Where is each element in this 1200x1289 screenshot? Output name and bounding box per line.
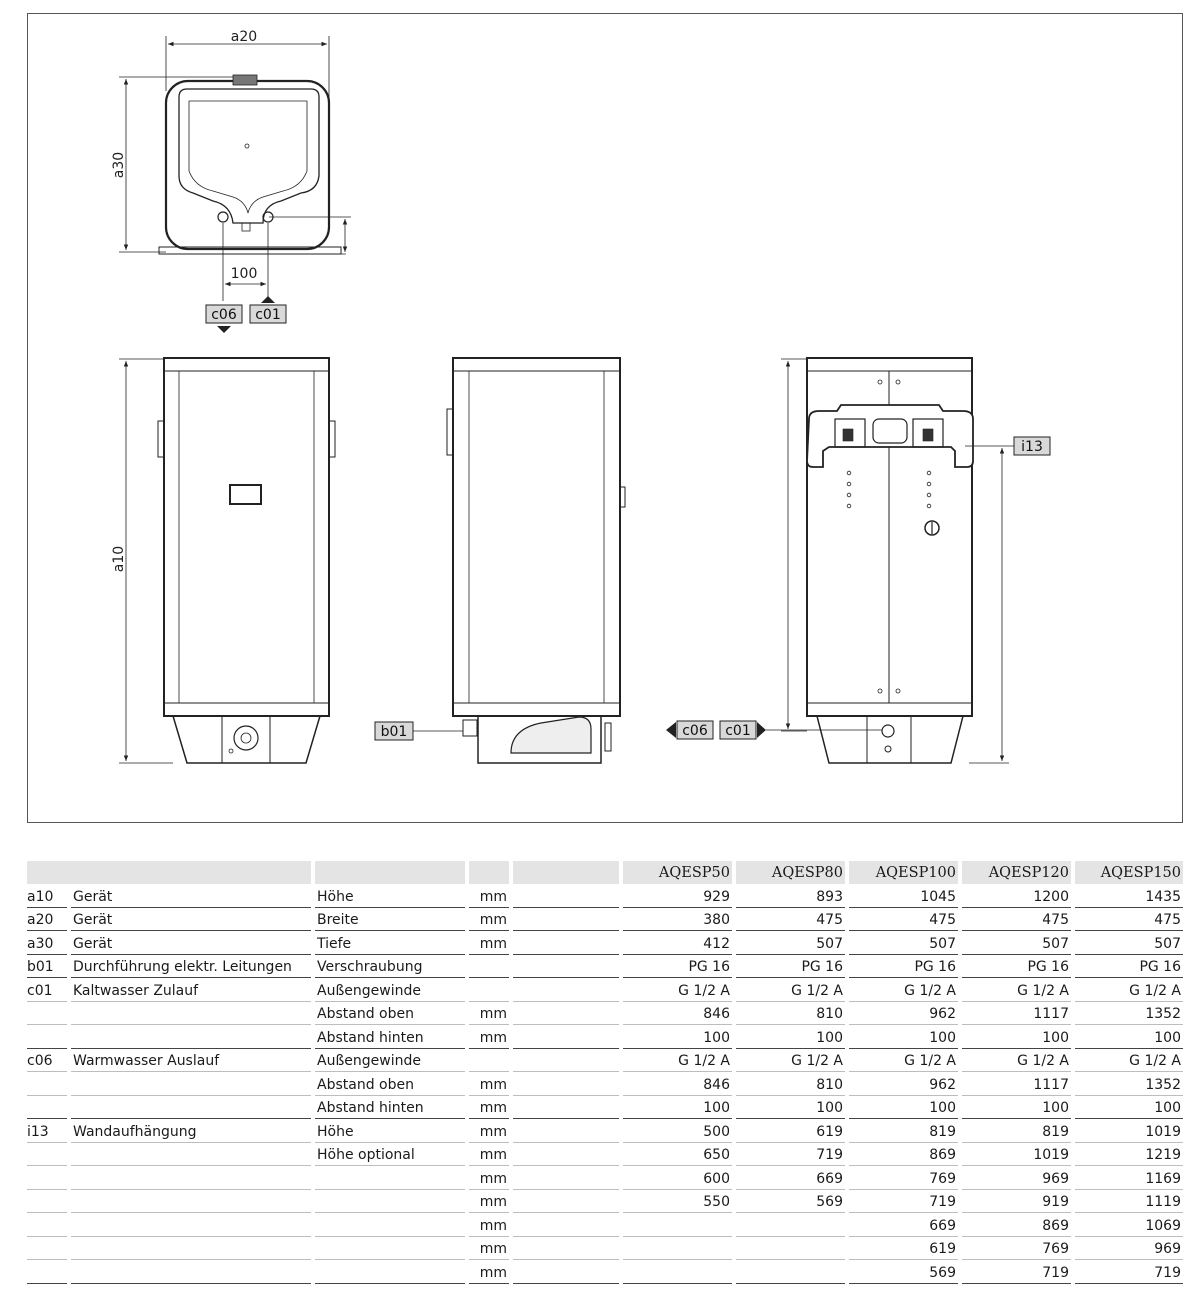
row-value: 869 (962, 1213, 1071, 1237)
row-value: 500 (623, 1119, 732, 1143)
row-value: 810 (736, 1002, 845, 1026)
row-code: b01 (27, 955, 67, 979)
row-name: Kaltwasser Zulauf (71, 978, 311, 1002)
row-value (736, 1260, 845, 1284)
row-value: G 1/2 A (962, 1049, 1071, 1073)
row-value: PG 16 (849, 955, 958, 979)
row-name: Durchführung elektr. Leitungen (71, 955, 311, 979)
row-value: 869 (849, 1143, 958, 1167)
row-value: 100 (736, 1096, 845, 1120)
row-name (71, 1166, 311, 1190)
tag-i13-label: i13 (1021, 439, 1043, 455)
row-value: PG 16 (623, 955, 732, 979)
row-value: 100 (1075, 1025, 1183, 1049)
row-value: G 1/2 A (849, 1049, 958, 1073)
top-view (111, 29, 351, 333)
row-value: 475 (962, 908, 1071, 932)
row-property: Höhe (315, 884, 465, 908)
row-value: PG 16 (1075, 955, 1183, 979)
table-row (27, 931, 1183, 955)
row-property: Breite (315, 908, 465, 932)
row-name (71, 1143, 311, 1167)
row-unit (469, 955, 509, 979)
row-value: 619 (736, 1119, 845, 1143)
row-unit: mm (469, 1237, 509, 1261)
row-unit: mm (469, 1166, 509, 1190)
row-code (27, 1213, 67, 1237)
row-property: Außengewinde (315, 1049, 465, 1073)
row-unit: mm (469, 931, 509, 955)
row-value: 962 (849, 1002, 958, 1026)
back-view (666, 358, 1050, 763)
table-row (27, 1096, 1183, 1120)
row-code (27, 1096, 67, 1120)
row-value: 1117 (962, 1072, 1071, 1096)
row-value: PG 16 (736, 955, 845, 979)
row-code: c01 (27, 978, 67, 1002)
row-name (71, 1096, 311, 1120)
header-model: AQESP100 (849, 861, 958, 884)
row-value: 819 (962, 1119, 1071, 1143)
tag-b01-label: b01 (380, 724, 408, 740)
row-spacer (513, 1143, 619, 1167)
header-model: AQESP150 (1075, 861, 1183, 884)
row-spacer (513, 1260, 619, 1284)
table-row (27, 955, 1183, 979)
row-unit (469, 1049, 509, 1073)
row-value: 507 (962, 931, 1071, 955)
table-row (27, 1190, 1183, 1214)
dim-a20-label: a20 (230, 29, 258, 45)
row-property (315, 1260, 465, 1284)
row-spacer (513, 1072, 619, 1096)
row-code (27, 1260, 67, 1284)
table-row (27, 1213, 1183, 1237)
table-row (27, 908, 1183, 932)
tag-c06-back-label: c06 (682, 723, 708, 739)
row-code (27, 1166, 67, 1190)
row-value: 569 (849, 1260, 958, 1284)
row-spacer (513, 1190, 619, 1214)
row-code (27, 1143, 67, 1167)
table-row (27, 1025, 1183, 1049)
row-name (71, 1072, 311, 1096)
tag-c01-back-label: c01 (725, 723, 751, 739)
row-value: 969 (962, 1166, 1071, 1190)
row-name (71, 1002, 311, 1026)
row-unit: mm (469, 1002, 509, 1026)
row-code: a10 (27, 884, 67, 908)
table-row (27, 978, 1183, 1002)
row-value: G 1/2 A (849, 978, 958, 1002)
row-spacer (513, 931, 619, 955)
row-value: 969 (1075, 1237, 1183, 1261)
table-row (27, 1143, 1183, 1167)
table-row (27, 1166, 1183, 1190)
header-model: AQESP50 (623, 861, 732, 884)
row-value: 810 (736, 1072, 845, 1096)
row-value: 100 (1075, 1096, 1183, 1120)
top-view-body (166, 81, 329, 249)
row-value: 100 (623, 1025, 732, 1049)
row-unit: mm (469, 884, 509, 908)
row-code (27, 1002, 67, 1026)
row-value: 893 (736, 884, 845, 908)
tag-c01-top-label: c01 (255, 307, 281, 323)
drawing-canvas (28, 14, 1184, 824)
row-value: 1352 (1075, 1002, 1183, 1026)
row-value: 475 (736, 908, 845, 932)
row-value: 1019 (962, 1143, 1071, 1167)
row-value: 100 (849, 1096, 958, 1120)
row-unit: mm (469, 1260, 509, 1284)
row-value: 929 (623, 884, 732, 908)
row-value: 1219 (1075, 1143, 1183, 1167)
row-unit: mm (469, 1025, 509, 1049)
dim-a10-label: a10 (111, 545, 127, 573)
row-value: 719 (849, 1190, 958, 1214)
row-value: 507 (849, 931, 958, 955)
row-property (315, 1166, 465, 1190)
row-value: G 1/2 A (736, 978, 845, 1002)
row-property: Abstand oben (315, 1002, 465, 1026)
row-value: 475 (1075, 908, 1183, 932)
row-value: G 1/2 A (623, 1049, 732, 1073)
row-value: 100 (962, 1096, 1071, 1120)
row-value: 600 (623, 1166, 732, 1190)
row-spacer (513, 1213, 619, 1237)
row-value: 1435 (1075, 884, 1183, 908)
row-value: 719 (1075, 1260, 1183, 1284)
row-name: Wandaufhängung (71, 1119, 311, 1143)
row-name (71, 1190, 311, 1214)
row-code (27, 1025, 67, 1049)
row-property: Höhe optional (315, 1143, 465, 1167)
table-header-row (27, 861, 1183, 884)
row-code: a30 (27, 931, 67, 955)
row-value: 412 (623, 931, 732, 955)
row-value: 1352 (1075, 1072, 1183, 1096)
header-model: AQESP120 (962, 861, 1071, 884)
row-spacer (513, 1166, 619, 1190)
row-unit: mm (469, 1143, 509, 1167)
row-value: 475 (849, 908, 958, 932)
table-row (27, 1002, 1183, 1026)
row-name (71, 1237, 311, 1261)
row-property: Abstand hinten (315, 1025, 465, 1049)
row-value: 1069 (1075, 1213, 1183, 1237)
row-value: G 1/2 A (736, 1049, 845, 1073)
row-name: Gerät (71, 908, 311, 932)
row-value: G 1/2 A (623, 978, 732, 1002)
table-row (27, 1260, 1183, 1284)
row-property (315, 1237, 465, 1261)
row-spacer (513, 955, 619, 979)
row-unit: mm (469, 1072, 509, 1096)
row-value: PG 16 (962, 955, 1071, 979)
row-unit: mm (469, 908, 509, 932)
row-value: 507 (1075, 931, 1183, 955)
row-value: 507 (736, 931, 845, 955)
row-spacer (513, 1237, 619, 1261)
header-model: AQESP80 (736, 861, 845, 884)
row-value: 919 (962, 1190, 1071, 1214)
row-value: 100 (849, 1025, 958, 1049)
row-property: Höhe (315, 1119, 465, 1143)
dim-a30-label: a30 (111, 151, 127, 179)
row-value: G 1/2 A (1075, 1049, 1183, 1073)
row-name: Warmwasser Auslauf (71, 1049, 311, 1073)
row-value: 100 (623, 1096, 732, 1120)
table-row (27, 1119, 1183, 1143)
row-code (27, 1072, 67, 1096)
row-spacer (513, 1049, 619, 1073)
header-blank-1 (27, 861, 311, 884)
side-view (375, 358, 625, 763)
row-value (736, 1237, 845, 1261)
row-spacer (513, 908, 619, 932)
row-unit: mm (469, 1213, 509, 1237)
row-code (27, 1190, 67, 1214)
row-code (27, 1237, 67, 1261)
row-value: 100 (736, 1025, 845, 1049)
row-value: 100 (962, 1025, 1071, 1049)
row-value: 569 (736, 1190, 845, 1214)
row-name (71, 1260, 311, 1284)
tag-c06-top-label: c06 (211, 307, 237, 323)
row-value: 719 (736, 1143, 845, 1167)
row-property: Abstand oben (315, 1072, 465, 1096)
row-value: 962 (849, 1072, 958, 1096)
row-value: 819 (849, 1119, 958, 1143)
row-value: G 1/2 A (962, 978, 1071, 1002)
row-value: 650 (623, 1143, 732, 1167)
header-blank-3 (469, 861, 509, 884)
row-spacer (513, 1119, 619, 1143)
table-row (27, 1072, 1183, 1096)
row-value (623, 1260, 732, 1284)
table-row (27, 884, 1183, 908)
row-value: 619 (849, 1237, 958, 1261)
spec-table (23, 861, 1187, 1284)
header-blank-4 (513, 861, 619, 884)
row-spacer (513, 1025, 619, 1049)
row-name: Gerät (71, 931, 311, 955)
row-value: 769 (962, 1237, 1071, 1261)
row-property: Verschraubung (315, 955, 465, 979)
row-value: 1169 (1075, 1166, 1183, 1190)
row-spacer (513, 884, 619, 908)
row-property (315, 1213, 465, 1237)
row-unit: mm (469, 1190, 509, 1214)
row-value: 1117 (962, 1002, 1071, 1026)
row-value: 846 (623, 1072, 732, 1096)
row-value (623, 1237, 732, 1261)
row-unit: mm (469, 1096, 509, 1120)
row-property: Tiefe (315, 931, 465, 955)
row-code: i13 (27, 1119, 67, 1143)
row-value (736, 1213, 845, 1237)
row-value (623, 1213, 732, 1237)
row-value: 1045 (849, 884, 958, 908)
table-row (27, 1049, 1183, 1073)
row-name (71, 1025, 311, 1049)
row-value: 1019 (1075, 1119, 1183, 1143)
row-property: Abstand hinten (315, 1096, 465, 1120)
spec-table-body (27, 884, 1183, 1284)
row-value: 669 (736, 1166, 845, 1190)
row-value: 769 (849, 1166, 958, 1190)
row-value: 669 (849, 1213, 958, 1237)
dim-100-label: 100 (230, 266, 258, 282)
row-code: c06 (27, 1049, 67, 1073)
row-name (71, 1213, 311, 1237)
row-property (315, 1190, 465, 1214)
row-value: 846 (623, 1002, 732, 1026)
row-code: a20 (27, 908, 67, 932)
row-value: 380 (623, 908, 732, 932)
row-unit (469, 978, 509, 1002)
row-spacer (513, 1096, 619, 1120)
row-value: 550 (623, 1190, 732, 1214)
row-value: 719 (962, 1260, 1071, 1284)
row-spacer (513, 978, 619, 1002)
header-blank-2 (315, 861, 465, 884)
row-unit: mm (469, 1119, 509, 1143)
row-property: Außengewinde (315, 978, 465, 1002)
front-view (111, 358, 335, 763)
row-value: G 1/2 A (1075, 978, 1183, 1002)
row-name: Gerät (71, 884, 311, 908)
table-row (27, 1237, 1183, 1261)
row-value: 1200 (962, 884, 1071, 908)
row-value: 1119 (1075, 1190, 1183, 1214)
row-spacer (513, 1002, 619, 1026)
technical-drawing (27, 13, 1183, 823)
